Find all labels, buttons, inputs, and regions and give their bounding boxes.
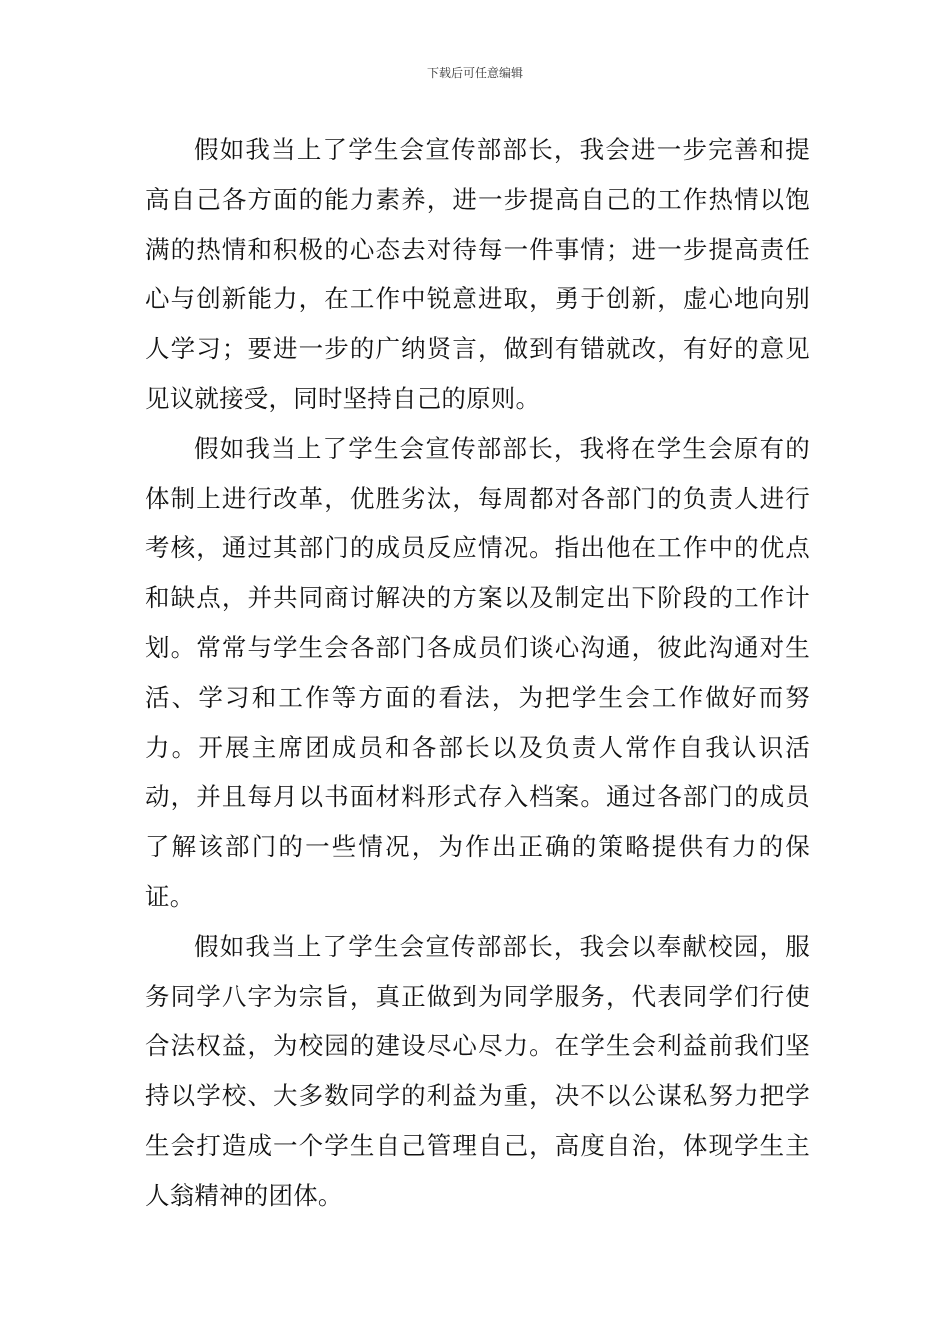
document-body [145, 125, 810, 1221]
paragraph-1: 假如我当上了学生会宣传部部长，我会进一步完善和提高自己各方面的能力素养，进一步提高自己的工作热情以饱满的热情和积极的心态去对待每一件事情；进一步提高责任心与创新能力，在工作中锐意进取，勇于创新，虚心地向别人学习；要进一步的广纳贤言，做到有错就改，有好的意见见议就接受，同时坚持自己的原则。 [145, 135, 810, 413]
paragraph-2: 假如我当上了学生会宣传部部长，我将在学生会原有的体制上进行改革，优胜劣汰，每周都对各部门的负责人进行考核，通过其部门的成员反应情况。指出他在工作中的优点和缺点，并共同商讨解决的方案以及制定出下阶段的工作计划。常常与学生会各部门各成员们谈心沟通，彼此沟通对生活、学习和工作等方面的看法，为把学生会工作做好而努力。开展主席团成员和各部长以及负责人常作自我认识活动，并且每月以书面材料形式存入档案。通过各部门的成员了解该部门的一些情况，为作出正确的策略提供有力的保证。 [145, 433, 810, 911]
paragraph-3: 假如我当上了学生会宣传部部长，我会以奉献校园，服务同学八字为宗旨，真正做到为同学服务，代表同学们行使合法权益，为校园的建设尽心尽力。在学生会利益前我们坚持以学校、大多数同学的利益为重，决不以公谋私努力把学生会打造成一个学生自己管理自己，高度自治，体现学生主人翁精神的团体。 [145, 931, 810, 1210]
page-header: 下载后可任意编辑 [426, 66, 523, 80]
